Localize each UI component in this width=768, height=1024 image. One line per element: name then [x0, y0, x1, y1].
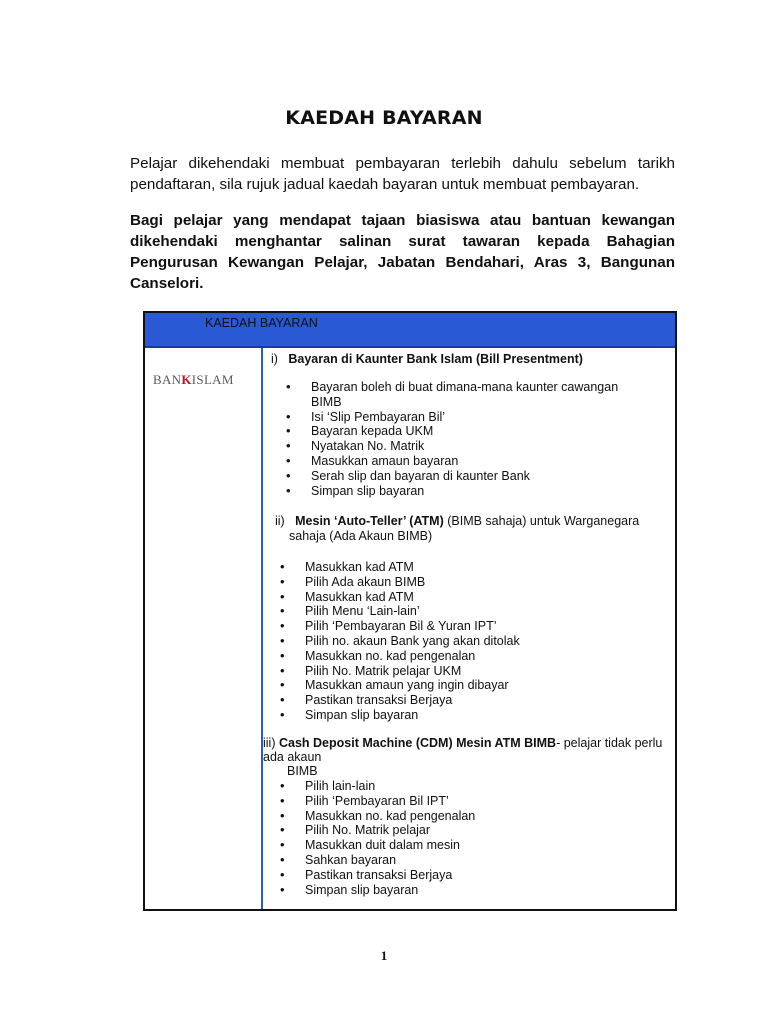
- list-item: • Pilih ‘Pembayaran Bil IPT’: [277, 794, 657, 809]
- list-item: • Simpan slip bayaran: [283, 484, 643, 499]
- table-header-label: KAEDAH BAYARAN: [205, 316, 318, 330]
- list-item: • Masukkan amaun bayaran: [283, 454, 643, 469]
- section-1-title: i) Bayaran di Kaunter Bank Islam (Bill Presentment): [271, 352, 583, 366]
- list-item: • Bayaran kepada UKM: [283, 424, 643, 439]
- list-item: • Simpan slip bayaran: [277, 708, 657, 723]
- page-number: 1: [380, 948, 388, 963]
- list-item: • Pilih No. Matrik pelajar UKM: [277, 664, 657, 679]
- table-header: [145, 313, 675, 348]
- list-item: • Masukkan duit dalam mesin: [277, 838, 657, 853]
- section-1-list: [283, 380, 643, 498]
- payment-methods-table: [143, 311, 677, 911]
- list-item: • Pilih Menu ‘Lain-lain’: [277, 604, 657, 619]
- list-item: • Serah slip dan bayaran di kaunter Bank: [283, 469, 643, 484]
- section-2-title-line2: sahaja (Ada Akaun BIMB): [289, 529, 433, 543]
- section-2-title: ii) Mesin ‘Auto-Teller’ (ATM) (BIMB sahaja) untuk Warganegara: [275, 514, 640, 528]
- section-2-list: [277, 560, 657, 723]
- list-item: • Isi ‘Slip Pembayaran Bil’: [283, 410, 643, 425]
- list-item: • Simpan slip bayaran: [277, 883, 657, 898]
- page-title: KAEDAH BAYARAN: [285, 107, 483, 129]
- table-content-cell: [263, 348, 675, 909]
- section-3-title-line3: BIMB: [287, 764, 318, 778]
- intro-paragraph: Pelajar dikehendaki membuat pembayaran terlebih dahulu sebelum tarikh pendaftaran, sila rujuk jadual kaedah bayaran untuk membuat pembayaran.: [130, 155, 675, 193]
- bank-islam-logo: BANKISLAM: [153, 372, 234, 387]
- list-item: • Nyatakan No. Matrik: [283, 439, 643, 454]
- list-item: • Pilih Ada akaun BIMB: [277, 575, 657, 590]
- list-item: • Bayaran boleh di buat dimana-mana kaunter cawangan BIMB: [283, 380, 643, 410]
- list-item: • Pilih ‘Pembayaran Bil & Yuran IPT’: [277, 619, 657, 634]
- list-item: • Pilih No. Matrik pelajar: [277, 823, 657, 838]
- list-item: • Pilih lain-lain: [277, 779, 657, 794]
- list-item: • Masukkan kad ATM: [277, 590, 657, 605]
- sponsorship-paragraph: Bagi pelajar yang mendapat tajaan biasiswa atau bantuan kewangan dikehendaki menghantar salinan surat tawaran kepada Bahagian Pengurusan Kewangan Pelajar, Jabatan Bendahari, Aras 3, Bangunan Canselori.: [130, 212, 675, 292]
- section-3-list: [277, 779, 657, 897]
- list-item: • Masukkan amaun yang ingin dibayar: [277, 678, 657, 693]
- list-item: • Pilih no. akaun Bank yang akan ditolak: [277, 634, 657, 649]
- list-item: • Masukkan kad ATM: [277, 560, 657, 575]
- section-3-title-line2: ada akaun: [263, 750, 322, 764]
- list-item: • Sahkan bayaran: [277, 853, 657, 868]
- list-item: • Pastikan transaksi Berjaya: [277, 868, 657, 883]
- list-item: • Masukkan no. kad pengenalan: [277, 809, 657, 824]
- list-item: • Masukkan no. kad pengenalan: [277, 649, 657, 664]
- list-item: • Pastikan transaksi Berjaya: [277, 693, 657, 708]
- section-3-title: iii) Cash Deposit Machine (CDM) Mesin ATM BIMB- pelajar tidak perlu: [263, 736, 663, 750]
